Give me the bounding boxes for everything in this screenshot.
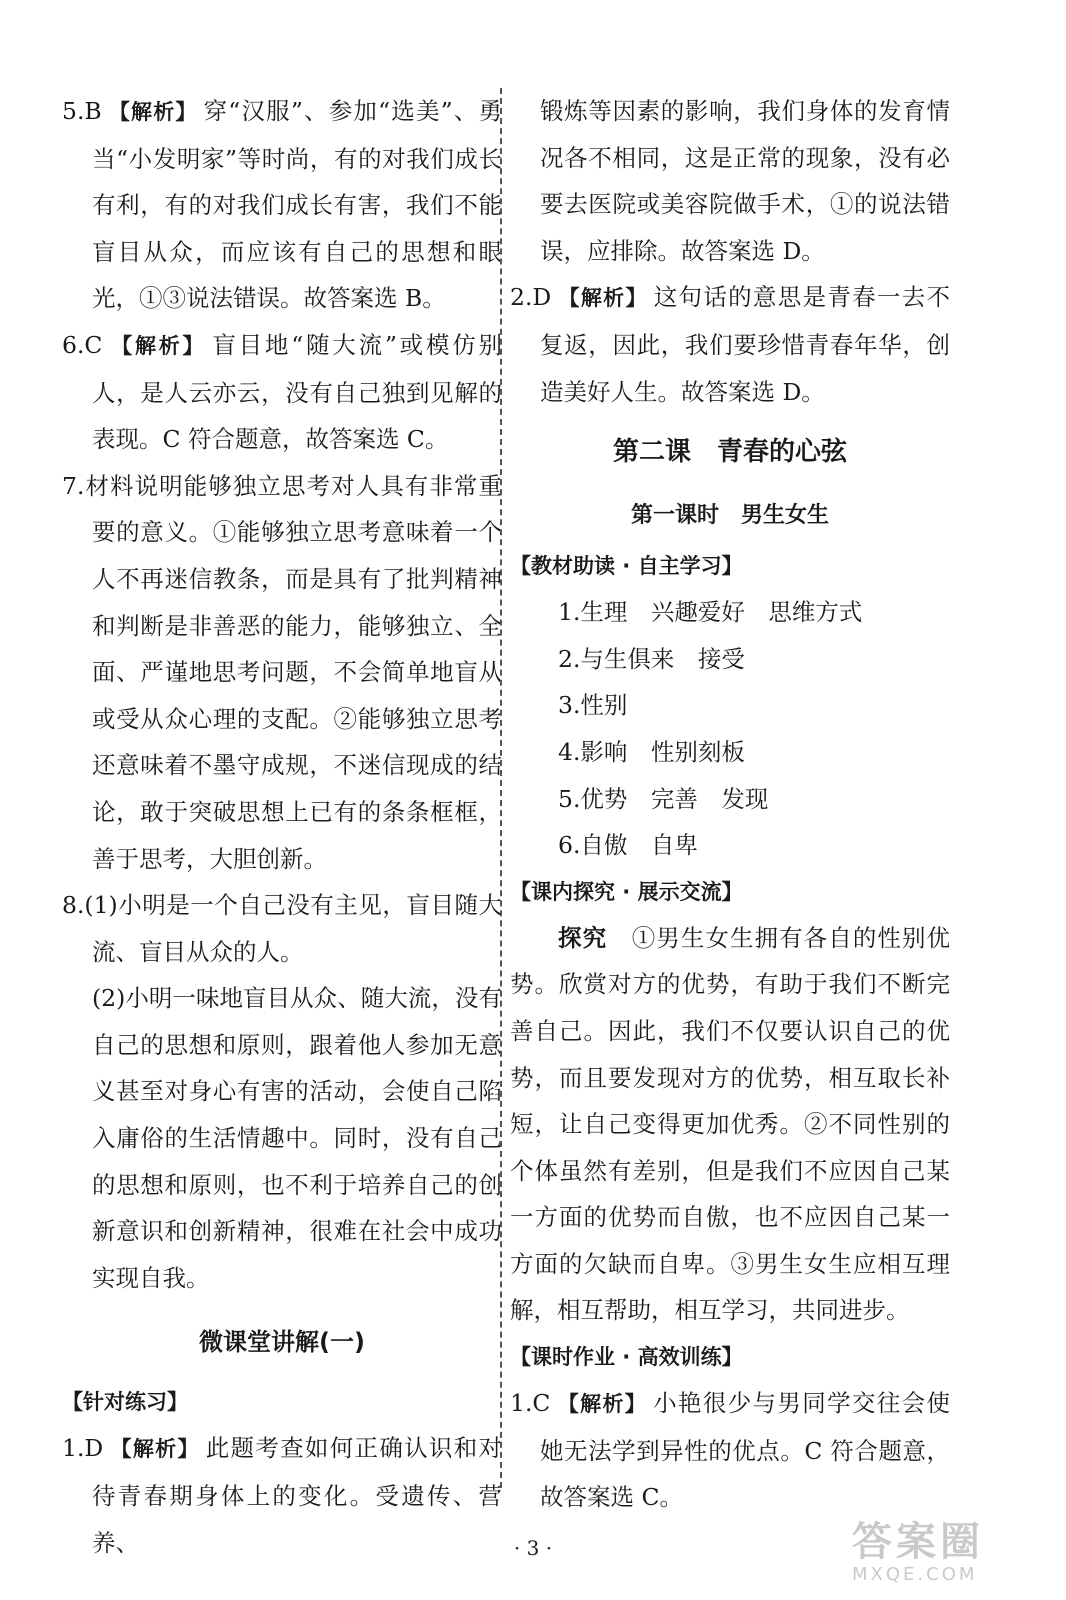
micro-lesson-title: 微课堂讲解(一) [199, 1328, 365, 1357]
answer-item-8-1: 8.(1)小明是一个自己没有主见，盲目随大流、盲目从众的人。 [62, 891, 502, 966]
answer-item-7: 7.材料说明能够独立思考对人具有非常重要的意义。①能够独立思考意味着一个人不再迷信教条，而是具有了批判精神和判断是非善恶的能力，能够独立、全面、严谨地思考问题，不会简单地盲从或受从众心理的支配。②能够独立思考还意味着不墨守成规，不迷信现成的结论，敢于突破思想上已有的条条框框，善于思考，大胆创新。 [62, 471, 502, 873]
section-header-homework: 【课时作业 · 高效训练】 [510, 1345, 743, 1370]
explore-label: 探究 [558, 923, 608, 952]
item-number: 6.C [62, 330, 103, 359]
right-column [510, 88, 950, 1521]
item-number: 2.D [510, 283, 552, 312]
column-divider [500, 88, 502, 1488]
practice-header: 【针对练习】 [62, 1390, 188, 1415]
section-header-reading: 【教材助读 · 自主学习】 [510, 554, 743, 579]
item-text: 此题考查如何正确认识和对待青春期身体上的变化。受遗传、营养、 [92, 1434, 503, 1557]
list-item: 3.性别 [558, 691, 628, 720]
list-item: 6.自傲 自卑 [558, 831, 698, 860]
item-number: 1.C [510, 1389, 551, 1418]
list-item: 5.优势 完善 发现 [558, 784, 769, 813]
analysis-tag: 【解析】 [557, 286, 648, 311]
list-item: 1.生理 兴趣爱好 思维方式 [558, 598, 863, 627]
practice-item-1-continued: 锻炼等因素的影响，我们身体的发育情况各不相同，这是正常的现象，没有必要去医院或美容院做手术，①的说法错误，应排除。故答案选 D。 [540, 97, 950, 265]
analysis-tag: 【解析】 [107, 100, 198, 124]
left-column [62, 88, 502, 1566]
item-text: 这句话的意思是青春一去不复返，因此，我们要珍惜青春年华，创造美好人生。故答案选 D。 [540, 283, 951, 406]
practice-item-2 [510, 274, 950, 415]
list-item: 4.影响 性别刻板 [558, 737, 745, 766]
homework-item-1 [510, 1380, 950, 1521]
analysis-tag: 【解析】 [556, 1392, 648, 1417]
item-number: 5.B [62, 97, 102, 125]
analysis-tag: 【解析】 [108, 333, 207, 358]
answer-item-5 [62, 88, 502, 322]
watermark-url: MXQE.COM [852, 1564, 978, 1585]
item-text: 小艳很少与男同学交往会使她无法学到异性的优点。C 符合题意，故答案选 C。 [540, 1389, 951, 1512]
item-number: 1.D [62, 1434, 104, 1463]
watermark [852, 1520, 1042, 1590]
answer-item-6 [62, 322, 502, 463]
analysis-tag: 【解析】 [109, 1437, 200, 1462]
answer-item-8-2: (2)小明一味地盲目从众、随大流，没有自己的思想和原则，跟着他人参加无意义甚至对身心有害的活动，会使自己陷入庸俗的生活情趣中。同时，没有自己的思想和原则，也不利于培养自己的创新意识和创新精神，很难在社会中成功实现自我。 [92, 984, 502, 1292]
page-number: · 3 · [513, 1536, 553, 1560]
watermark-logo: 答案圈 [852, 1519, 984, 1565]
item-text: 盲目地“随大流”或模仿别人，是人云亦云，没有自己独到见解的表现。C 符合题意，故答案选 C。 [92, 330, 503, 454]
chapter-title: 第二课 青春的心弦 [612, 437, 847, 468]
explore-text: ①男生女生拥有各自的性别优势。欣赏对方的优势，有助于我们不断完善自己。因此，我们不仅要认识自己的优势，而且要发现对方的优势，相互取长补短，让自己变得更加优秀。②不同性别的个体虽然有差别，但是我们不应因自己某一方面的优势而自傲，也不应因自己某一方面的欠缺而自卑。③男生女生应相互理解，相互帮助，相互学习，共同进步。 [510, 923, 951, 1325]
answer-list [510, 589, 950, 869]
section-header-explore: 【课内探究 · 展示交流】 [510, 879, 743, 904]
lesson-title: 第一课时 男生女生 [630, 503, 829, 529]
list-item: 2.与生俱来 接受 [558, 644, 745, 673]
item-text: 穿“汉服”、参加“选美”、勇当“小发明家”等时尚，有的对我们成长有利，有的对我们成长有害，我们不能盲目从众，而应该有自己的思想和眼光，①③说法错误。故答案选 B。 [92, 97, 503, 313]
explore-paragraph [510, 915, 950, 1334]
